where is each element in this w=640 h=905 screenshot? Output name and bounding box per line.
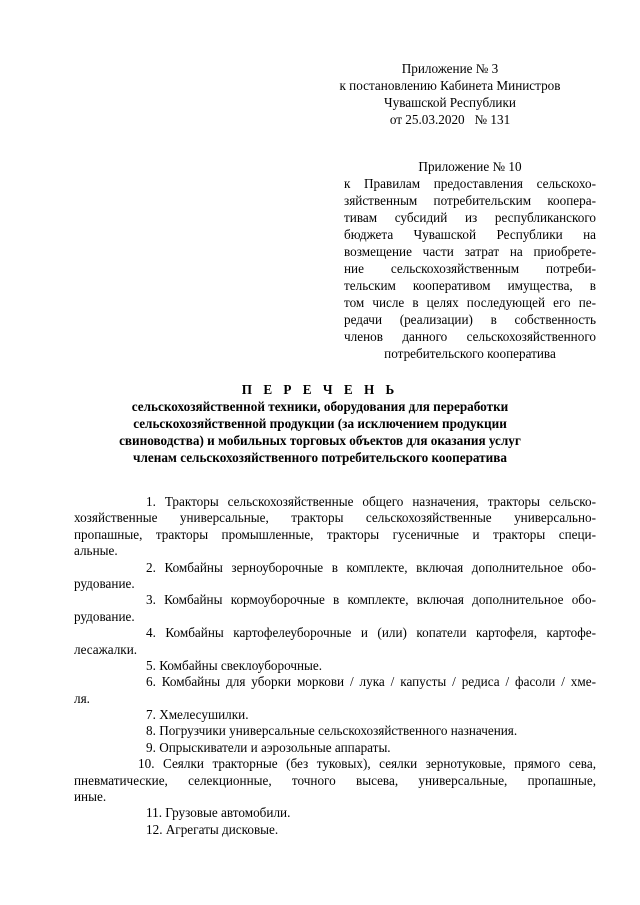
list-item-line: 5. Комбайны свеклоуборочные. (146, 657, 323, 673)
list-item-line: 3. Комбайны кормоуборочные в комплекте, включая дополнительное обо- (146, 592, 596, 608)
list-item-line: пропашные, тракторы промышленные, тракторы гусеничные и тракторы специ- (74, 526, 596, 542)
document-subtitle-line: сельскохозяйственной техники, оборудования для переработки (131, 399, 509, 414)
list-item-line: 8. Погрузчики универсальные сельскохозяйственного назначения. (146, 723, 518, 739)
appendix-10-line: членов данного сельскохозяйственного (344, 329, 596, 344)
appendix-3-header (330, 60, 570, 128)
list-item-line: 12. Агрегаты дисковые. (146, 821, 279, 837)
list-item-line: пневматические, селекционные, точного высева, универсальные, пропашные, (74, 772, 596, 788)
list-item-line: хозяйственные универсальные, тракторы сельскохозяйственные универсально- (74, 510, 596, 526)
appendix-10-title: Приложение № 10 (418, 159, 522, 174)
list-item-line: 6. Комбайны для уборки моркови / лука / капусты / редиса / фасоли / хме- (146, 674, 596, 690)
appendix-10-line: ние сельскохозяйственным потреби- (344, 261, 596, 276)
list-item-line: 1. Тракторы сельскохозяйственные общего назначения, тракторы сельско- (146, 494, 596, 509)
document-heading (0, 381, 640, 466)
appendix-3-republic: Чувашской Республики (384, 95, 516, 110)
list-item-line: рудование. (74, 608, 135, 624)
list-item-line: 2. Комбайны зерноуборочные в комплекте, включая дополнительное обо- (146, 559, 596, 575)
list-item-line: ля. (74, 690, 90, 706)
appendix-3-resolution: к постановлению Кабинета Министров (339, 78, 561, 93)
list-item-line: 10. Сеялки тракторные (без туковых), сеялки зернотуковые, прямого сева, (138, 756, 596, 772)
list-item-line: лесажалки. (74, 641, 138, 657)
document-title: П Е Р Е Ч Е Н Ь (241, 382, 399, 397)
list-item-line: 9. Опрыскиватели и аэрозольные аппараты. (146, 739, 391, 755)
appendix-3-title: Приложение № 3 (401, 61, 499, 76)
list-item-line: 4. Комбайны картофелеуборочные и (или) копатели картофеля, картофе- (146, 625, 596, 641)
appendix-10-line: редачи (реализации) в собственность (344, 312, 596, 327)
equipment-list (74, 494, 596, 838)
appendix-3-date: от 25.03.2020 № 131 (389, 112, 511, 127)
list-item-line: 7. Хмелесушилки. (146, 707, 249, 723)
list-item-line: 11. Грузовые автомобили. (146, 805, 291, 821)
list-item-line: рудование. (74, 575, 135, 591)
appendix-10-line: тельским кооперативом имущества, в (344, 278, 596, 293)
appendix-10-line: бюджета Чувашской Республики на (344, 227, 596, 242)
list-item-line: альные. (74, 543, 118, 559)
document-subtitle-line: членам сельскохозяйственного потребительского кооператива (133, 450, 507, 465)
document-subtitle-line: свиноводства) и мобильных торговых объектов для оказания услуг (119, 433, 521, 448)
appendix-10-line: к Правилам предоставления сельскохо- (344, 176, 596, 191)
appendix-10-line: возмещение части затрат на приобрете- (344, 244, 596, 259)
appendix-10-line: потребительского кооператива (384, 346, 556, 361)
document-subtitle-line: сельскохозяйственной продукции (за исключением продукции (133, 416, 507, 431)
appendix-10-header (344, 158, 596, 362)
appendix-10-line: том числе в целях последующей его пе- (344, 295, 596, 310)
list-item-line: иные. (74, 789, 107, 805)
appendix-10-body (344, 175, 596, 362)
appendix-10-line: тивам субсидий из республиканского (344, 210, 596, 225)
appendix-10-line: зяйственным потребительским коопера- (344, 193, 596, 208)
